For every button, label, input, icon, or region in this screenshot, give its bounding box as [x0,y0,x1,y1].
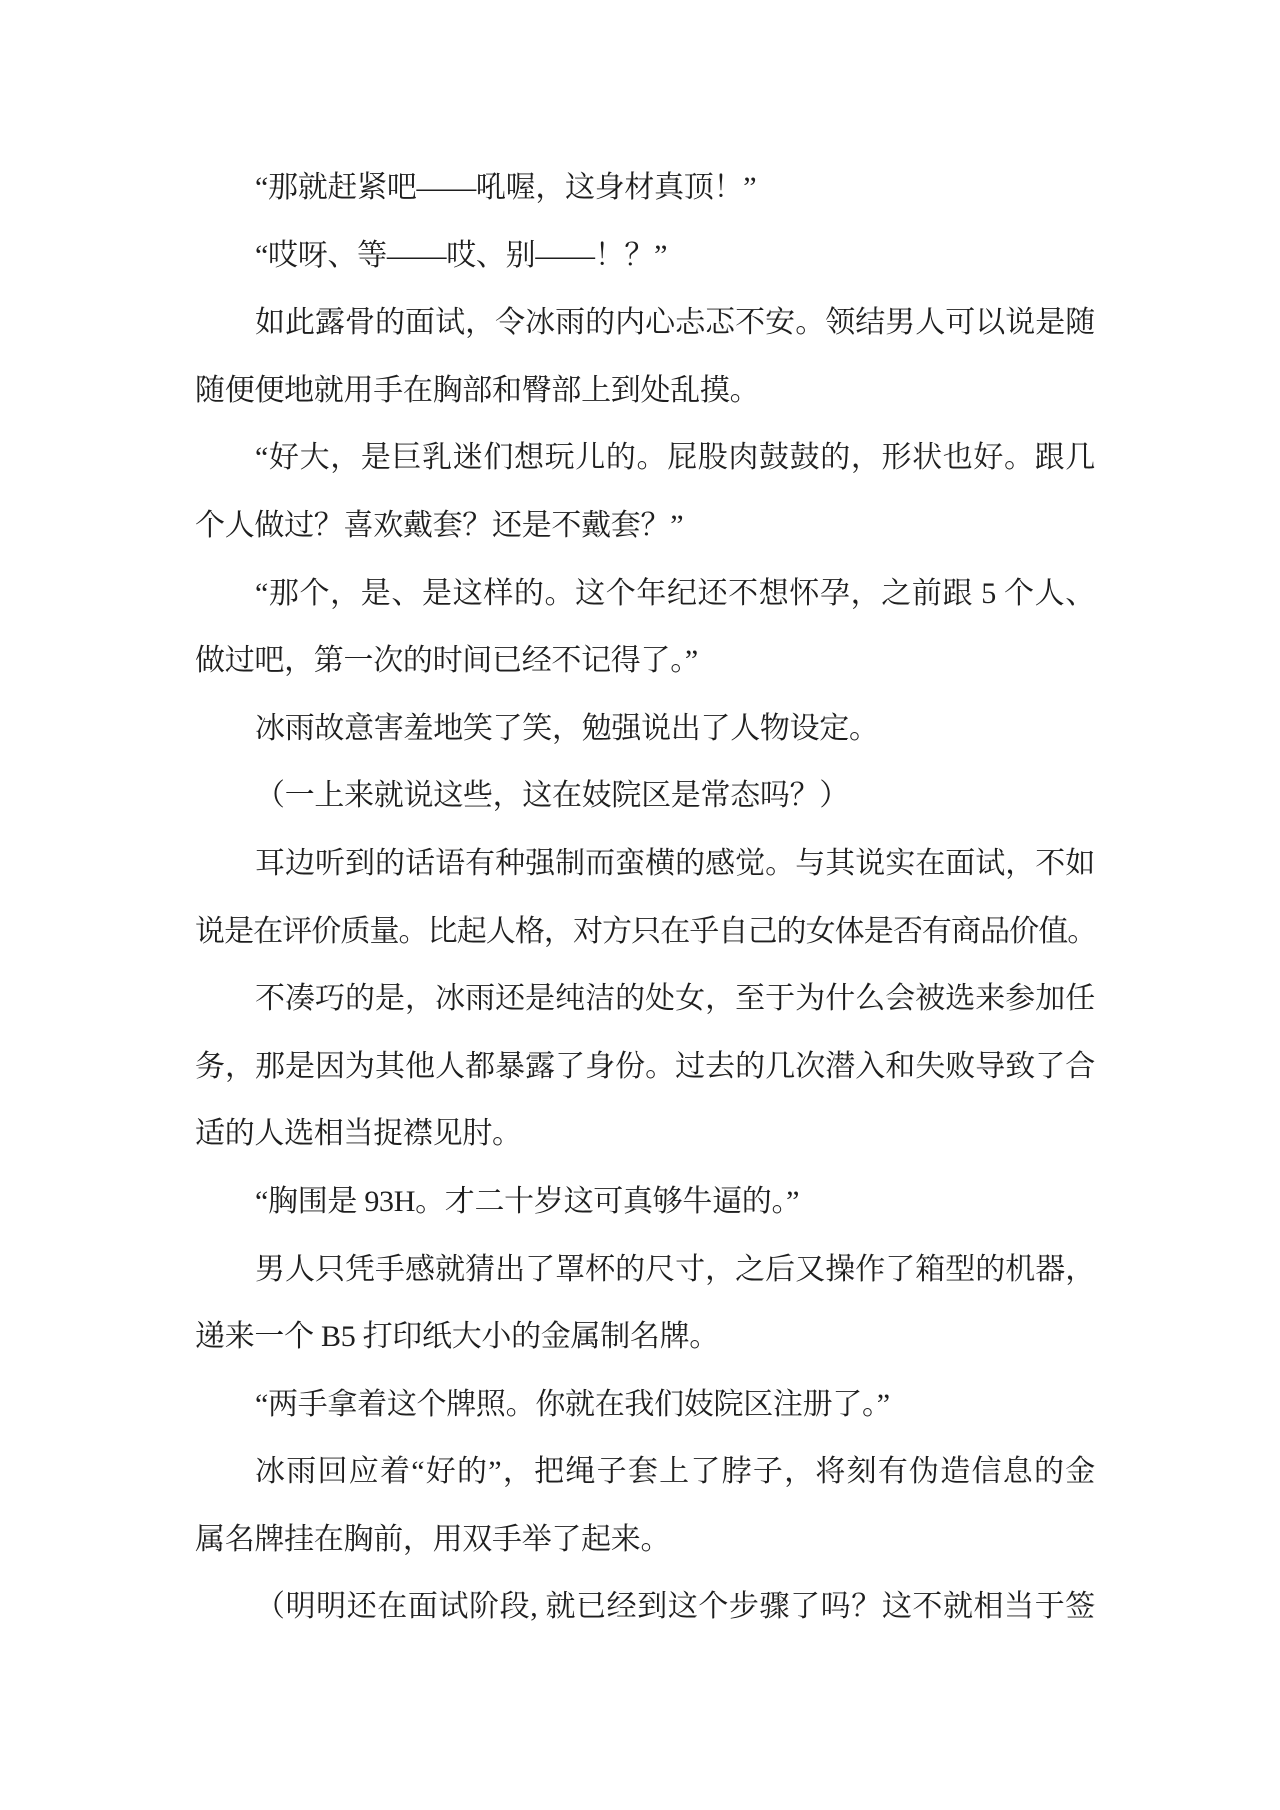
text-line: “好大，是巨乳迷们想玩儿的。屁股肉鼓鼓的，形状也好。跟几 [255,441,1095,475]
text-line: 冰雨故意害羞地笑了笑，勉强说出了人物设定。 [255,711,879,745]
text-line: “两手拿着这个牌照。你就在我们妓院区注册了。” [255,1387,890,1421]
text-line: （明明还在面试阶段, 就已经到这个步骤了吗？这不就相当于签 [255,1590,1095,1624]
text-line: “那个，是、是这样的。这个年纪还不想怀孕，之前跟 5 个人、 [255,576,1095,610]
text-line: （一上来就说这些，这在妓院区是常态吗？） [255,779,849,813]
text-line: 递来一个 B5 打印纸大小的金属制名牌。 [195,1320,720,1354]
novel-page-text [195,154,1095,1641]
text-line: 说是在评价质量。比起人格，对方只在乎自己的女体是否有商品价值。 [195,914,1095,948]
text-line: 做过吧，第一次的时间已经不记得了。” [195,644,698,678]
text-line: 属名牌挂在胸前，用双手举了起来。 [195,1522,671,1556]
text-line: 适的人选相当捉襟见肘。 [195,1117,522,1151]
text-line: 个人做过？喜欢戴套？还是不戴套？” [195,508,684,542]
text-line: 如此露骨的面试，令冰雨的内心忐忑不安。领结男人可以说是随 [255,306,1095,340]
text-line: 随便便地就用手在胸部和臀部上到处乱摸。 [195,373,760,407]
text-line: “胸围是 93H。才二十岁这可真够牛逼的。” [255,1184,800,1218]
text-line: “哎呀、等——哎、别——！？” [255,238,668,272]
text-line: 不凑巧的是，冰雨还是纯洁的处女，至于为什么会被选来参加任 [255,982,1095,1016]
text-line: 务，那是因为其他人都暴露了身份。过去的几次潜入和失败导致了合 [195,1049,1095,1083]
text-line: 冰雨回应着“好的”，把绳子套上了脖子，将刻有伪造信息的金 [255,1455,1095,1489]
text-line: “那就赶紧吧——吼喔，这身材真顶！” [255,171,757,204]
text-line: 耳边听到的话语有种强制而蛮横的感觉。与其说实在面试，不如 [255,846,1095,880]
text-line: 男人只凭手感就猜出了罩杯的尺寸，之后又操作了箱型的机器， [255,1252,1095,1286]
